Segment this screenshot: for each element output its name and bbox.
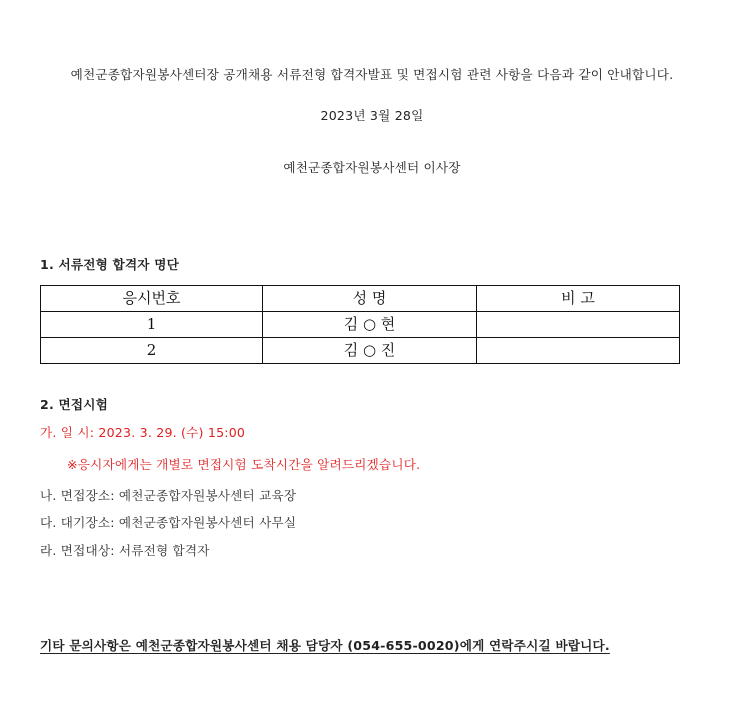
intro-text: 예천군종합자원봉사센터장 공개채용 서류전형 합격자발표 및 면접시험 관련 사항을 다음과 같이 안내합니다. (70, 67, 674, 82)
arrival-time-note: ※응시자에게는 개별로 면접시험 도착시간을 알려드리겠습니다. (67, 457, 421, 472)
table-row (41, 312, 680, 338)
contact-footer: 기타 문의사항은 예천군종합자원봉사센터 채용 담당자 (054-655-0020)에게 연락주시길 바랍니다. (40, 638, 610, 653)
header-remarks: 비 고 (477, 286, 680, 312)
header-applicant-number: 응시번호 (41, 286, 263, 312)
section2-title: 2. 면접시험 (40, 397, 108, 412)
table-row (41, 338, 680, 364)
interview-datetime: 가. 일 시: 2023. 3. 29. (수) 15:00 (40, 425, 246, 440)
section1-title: 1. 서류전형 합격자 명단 (40, 257, 179, 272)
cell-name: 김 ○ 현 (263, 312, 477, 338)
header-name: 성 명 (263, 286, 477, 312)
notice-date: 2023년 3월 28일 (320, 108, 424, 123)
cell-remarks (477, 338, 680, 364)
issuer-name: 예천군종합자원봉사센터 이사장 (283, 160, 461, 175)
interview-location: 나. 면접장소: 예천군종합자원봉사센터 교육장 (40, 488, 297, 503)
cell-remarks (477, 312, 680, 338)
waiting-location: 다. 대기장소: 예천군종합자원봉사센터 사무실 (40, 515, 297, 530)
cell-applicant-number: 2 (41, 338, 263, 364)
interview-target: 라. 면접대상: 서류전형 합격자 (40, 543, 210, 558)
cell-applicant-number: 1 (41, 312, 263, 338)
cell-name: 김 ○ 진 (263, 338, 477, 364)
passer-table (40, 285, 680, 364)
table-header-row (41, 286, 680, 312)
